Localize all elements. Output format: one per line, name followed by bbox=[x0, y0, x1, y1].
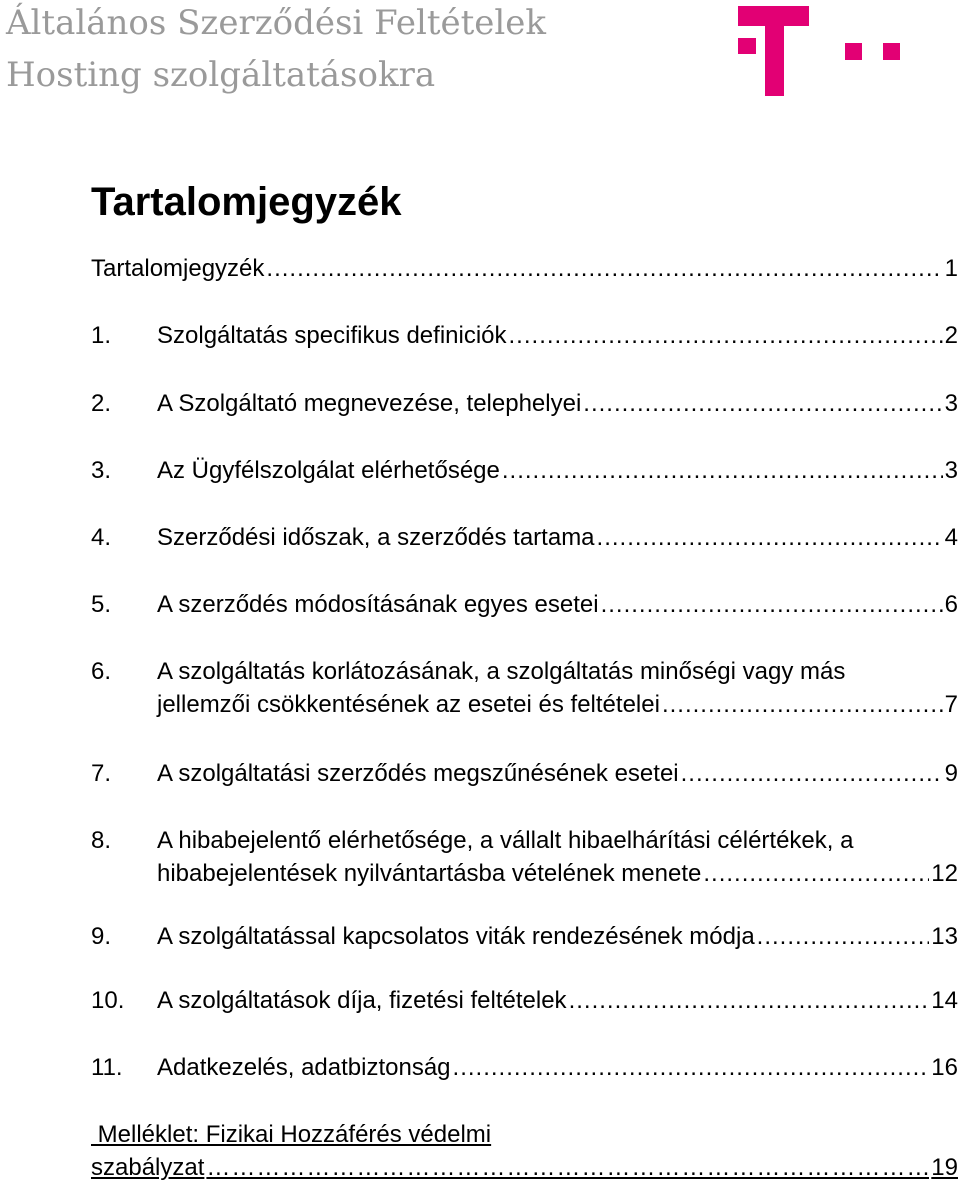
toc-entry-title: Adatkezelés, adatbiztonság bbox=[157, 1054, 451, 1081]
toc-entry-number: 11. bbox=[91, 1054, 123, 1081]
toc-entry-title: Az Ügyfélszolgálat elérhetősége bbox=[157, 457, 500, 484]
toc-annex-title-line: Melléklet: Fizikai Hozzáférés védelmi bbox=[91, 1121, 492, 1148]
toc-page-number: 13 bbox=[931, 923, 958, 950]
toc-dot-leader bbox=[703, 857, 929, 890]
toc-dot-leader bbox=[509, 319, 943, 352]
toc-entry-title: Szerződési időszak, a szerződés tartama bbox=[157, 524, 595, 551]
toc-page-number: 1 bbox=[944, 255, 958, 282]
toc-entry-title-line: A hibabejelentő elérhetősége, a vállalt hibaelhárítási célértékek, a bbox=[157, 827, 854, 854]
toc-entry-number: 5. bbox=[91, 591, 112, 618]
toc-entry-title: A szerződés módosításának egyes esetei bbox=[157, 591, 599, 618]
toc-entry-title-line: A szolgáltatás korlátozásának, a szolgáltatás minőségi vagy más bbox=[157, 658, 846, 685]
toc-page-number: 7 bbox=[944, 691, 958, 718]
toc-entry-number: 2. bbox=[91, 390, 112, 417]
toc-entry-title: Szolgáltatás specifikus definiciók bbox=[157, 322, 507, 349]
toc-dot-leader bbox=[583, 387, 942, 420]
toc-dot-leader bbox=[206, 1151, 929, 1184]
toc-dot-leader bbox=[453, 1051, 930, 1084]
toc-page-number: 16 bbox=[931, 1054, 958, 1081]
toc-dot-leader bbox=[601, 588, 943, 621]
toc-entry-number: 1. bbox=[91, 322, 112, 349]
toc-entry-number: 4. bbox=[91, 524, 112, 551]
toc-dot-leader bbox=[681, 757, 943, 790]
toc-page-number: 19 bbox=[931, 1154, 958, 1181]
toc-entry-number: 9. bbox=[91, 923, 112, 950]
toc-dot-leader bbox=[597, 521, 943, 554]
toc-dot-leader bbox=[757, 920, 930, 953]
toc-annex-title: szabályzat bbox=[91, 1154, 205, 1181]
toc-page-number: 6 bbox=[944, 591, 958, 618]
toc-dot-leader bbox=[266, 252, 942, 285]
toc-entry-number: 8. bbox=[91, 827, 112, 854]
toc-entry-title: jellemzői csökkentésének az esetei és feltételei bbox=[157, 691, 660, 718]
toc-entry-number: 3. bbox=[91, 457, 112, 484]
toc-dot-leader bbox=[502, 454, 943, 487]
toc-page-number: 14 bbox=[931, 987, 958, 1014]
toc-page-number: 9 bbox=[944, 760, 958, 787]
telekom-logo bbox=[738, 6, 918, 96]
toc-entry-title: A szolgáltatások díja, fizetési feltételek bbox=[157, 987, 567, 1014]
toc-page-number: 2 bbox=[944, 322, 958, 349]
toc-entry-number: 7. bbox=[91, 760, 112, 787]
toc-entry-title: A szolgáltatással kapcsolatos viták rendezésének módja bbox=[157, 923, 755, 950]
toc-entry-contents[interactable] bbox=[91, 252, 958, 285]
toc-page-number: 3 bbox=[944, 390, 958, 417]
toc-entry-number: 10. bbox=[91, 987, 125, 1014]
toc-entry-title: A szolgáltatási szerződés megszűnésének esetei bbox=[157, 760, 679, 787]
toc-page-number: 4 bbox=[944, 524, 958, 551]
toc-entry-title: hibabejelentések nyilvántartásba vételének menete bbox=[157, 860, 702, 887]
toc-heading: Tartalomjegyzék bbox=[91, 180, 402, 224]
toc-entry-number: 6. bbox=[91, 658, 112, 685]
toc-dot-leader bbox=[662, 688, 943, 721]
toc-dot-leader bbox=[569, 984, 930, 1017]
toc-entry-annex[interactable] bbox=[91, 1118, 958, 1184]
toc-page-number: 12 bbox=[931, 860, 958, 887]
toc-page-number: 3 bbox=[944, 457, 958, 484]
document-title: Általános Szerződési Feltételek bbox=[6, 3, 546, 43]
document-subtitle: Hosting szolgáltatásokra bbox=[6, 55, 436, 95]
toc-entry-title: Tartalomjegyzék bbox=[91, 255, 265, 282]
toc-entry-title: A Szolgáltató megnevezése, telephelyei bbox=[157, 390, 582, 417]
